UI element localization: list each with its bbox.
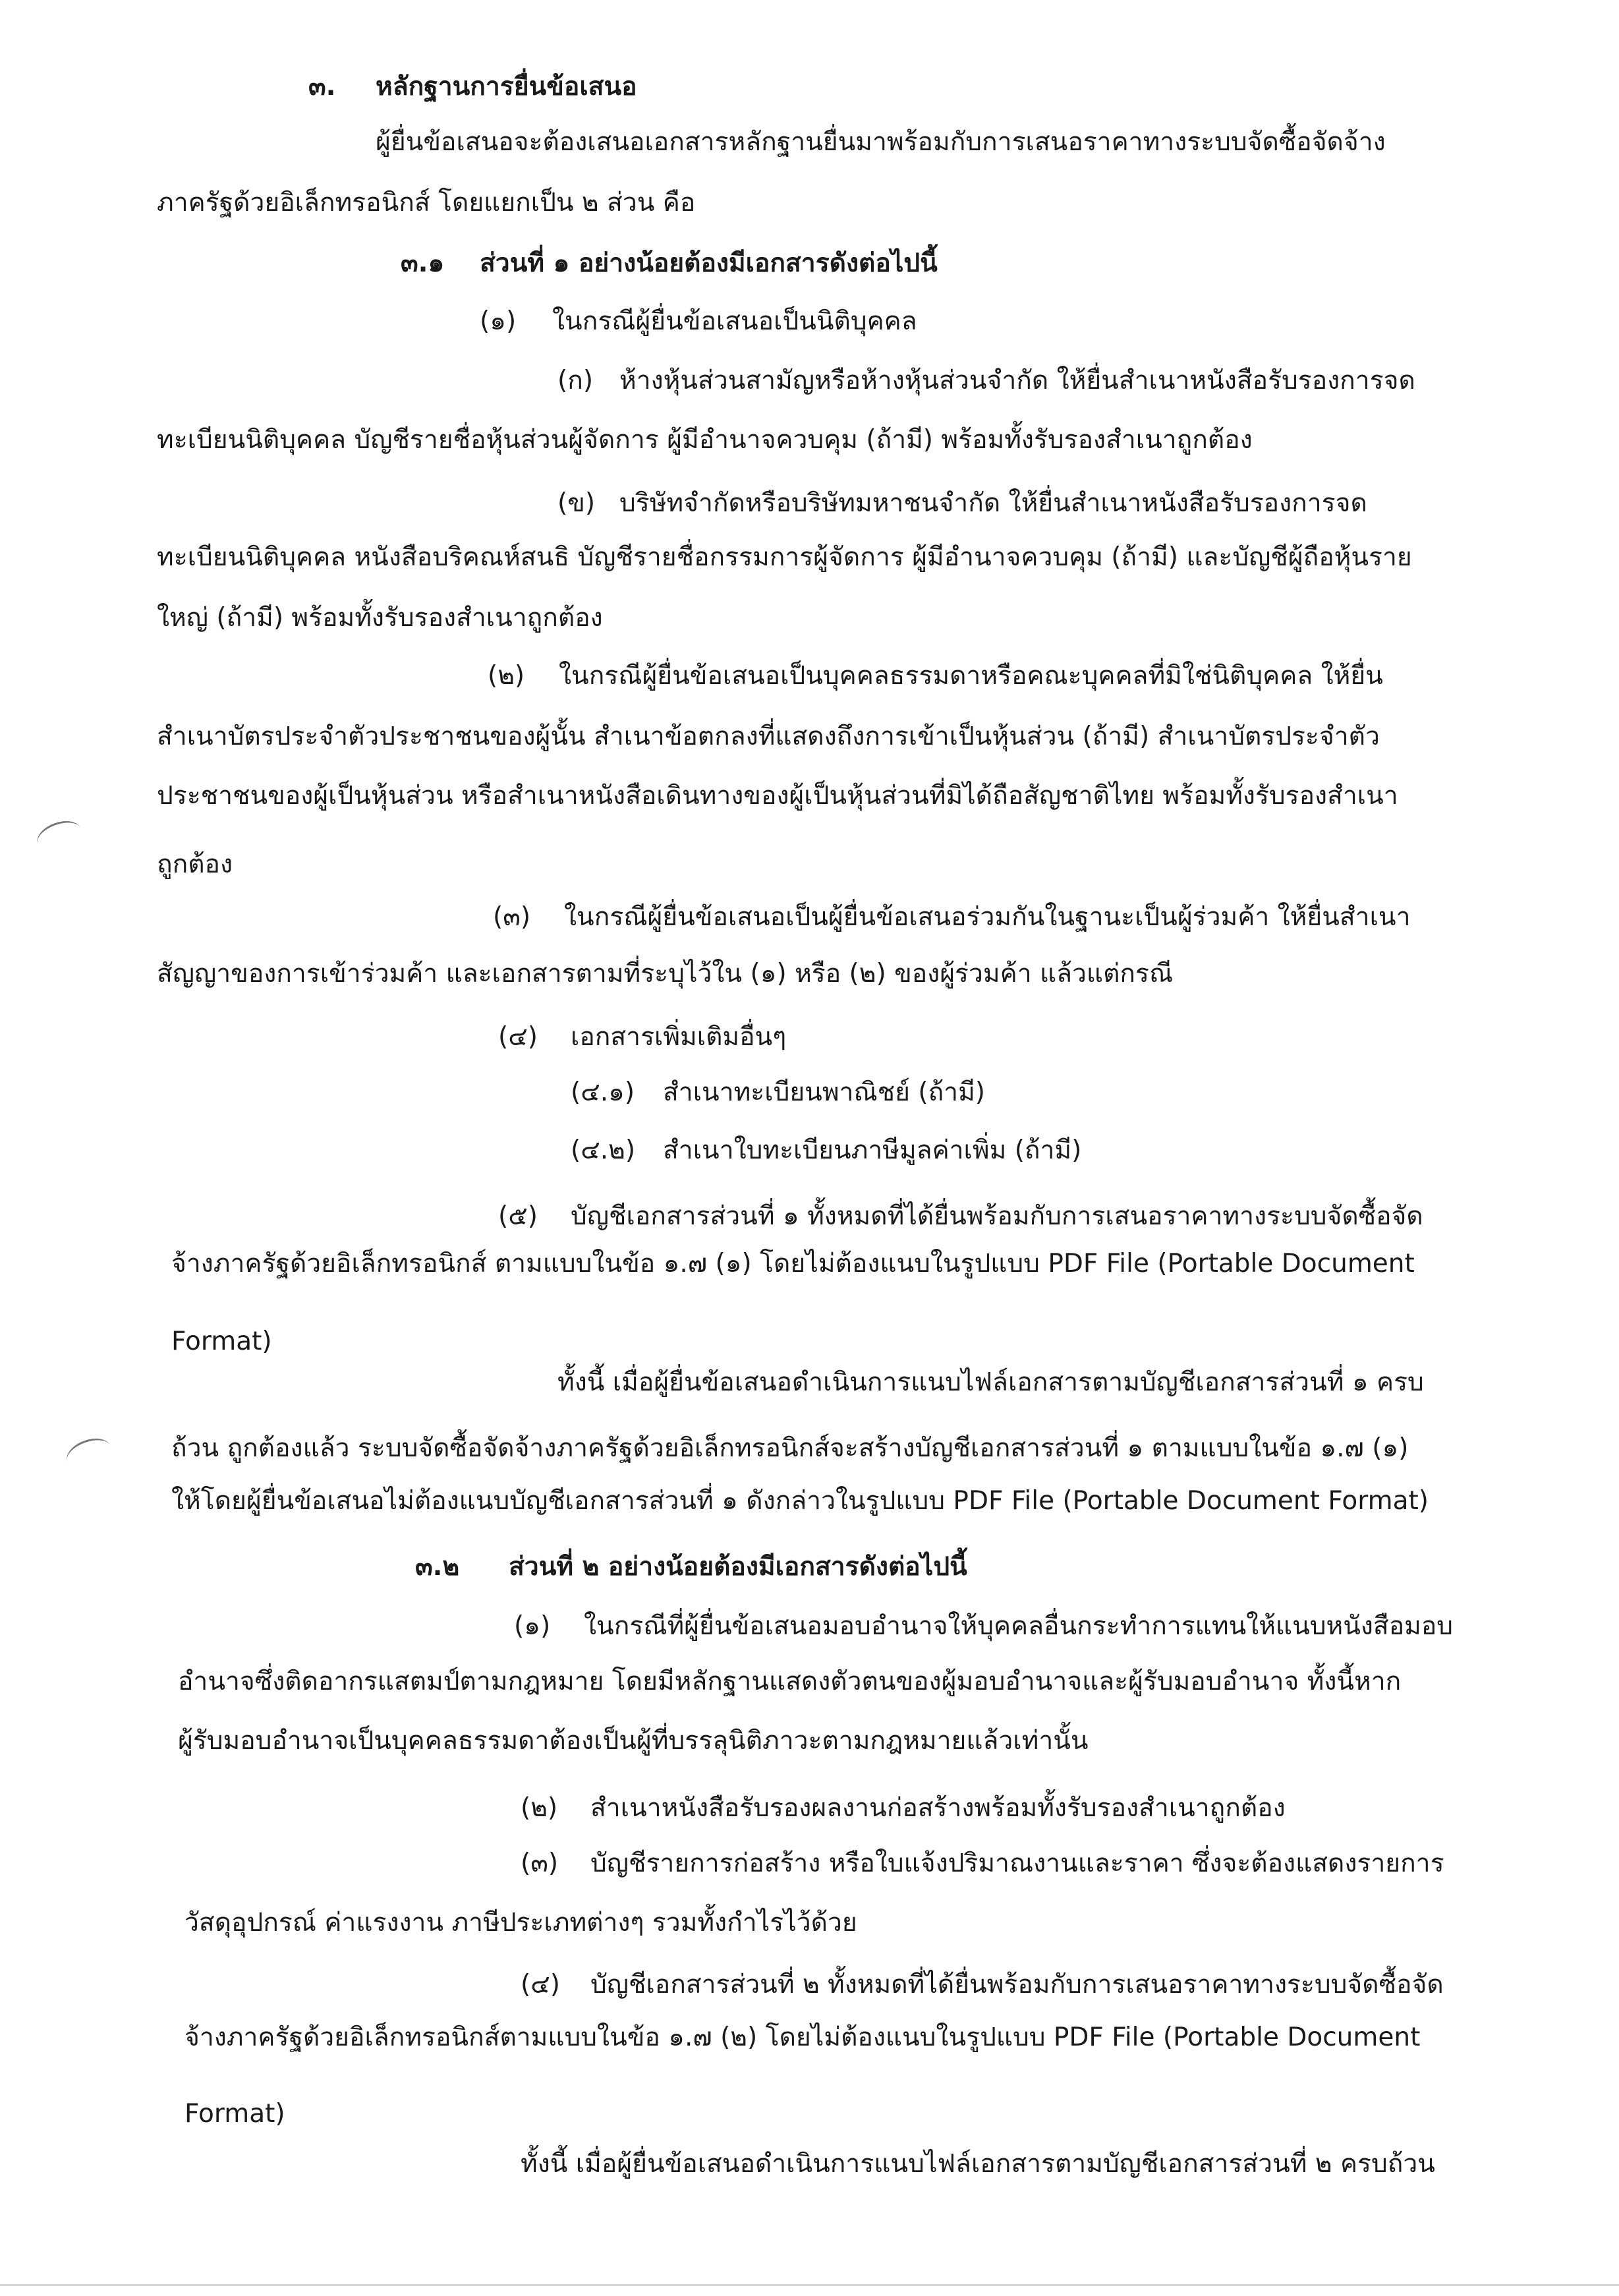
part2-item4-line-2: จ้างภาครัฐด้วยอิเล็กทรอนิกส์ตามแบบในข้อ ๑.๗ (๒) โดยไม่ต้องแนบในรูปแบบ PDF File (Portable Document	[185, 2023, 1421, 2052]
part2-item1-line-1: ในกรณีที่ผู้ยื่นข้อเสนอมอบอำนาจให้บุคคลอื่นกระทำการแทนให้แนบหนังสือมอบ	[584, 1611, 1454, 1641]
part1-item1-sub-b-label: (ข)	[557, 488, 596, 518]
part1-note-line-3: ให้โดยผู้ยื่นข้อเสนอไม่ต้องแนบบัญชีเอกสารส่วนที่ ๑ ดังกล่าวในรูปแบบ PDF File (Portable Document Format)	[171, 1486, 1429, 1516]
section-number: ๓.	[308, 72, 336, 101]
part1-item1-label: (๑)	[480, 306, 517, 336]
part1-item2-line-2: สำเนาบัตรประจำตัวประชาชนของผู้นั้น สำเนาข้อตกลงที่แสดงถึงการเข้าเป็นหุ้นส่วน (ถ้ามี) สำเนาบัตรประจำตัว	[157, 722, 1380, 751]
part1-item5-line-2: จ้างภาครัฐด้วยอิเล็กทรอนิกส์ ตามแบบในข้อ ๑.๗ (๑) โดยไม่ต้องแนบในรูปแบบ PDF File (Portable Document	[171, 1249, 1415, 1278]
part1-item1-sub-a-label: (ก)	[557, 366, 594, 395]
part1-item4-sub2-text: สำเนาใบทะเบียนภาษีมูลค่าเพิ่ม (ถ้ามี)	[663, 1135, 1082, 1165]
section-intro-line-1: ผู้ยื่นข้อเสนอจะต้องเสนอเอกสารหลักฐานยื่นมาพร้อมกับการเสนอราคาทางระบบจัดซื้อจัดจ้าง	[376, 127, 1386, 157]
part2-item3-line-1: บัญชีรายการก่อสร้าง หรือใบแจ้งปริมาณงานและราคา ซึ่งจะต้องแสดงรายการ	[590, 1849, 1444, 1878]
part1-item4-label: (๔)	[498, 1022, 538, 1052]
part1-item1-sub-a-line-2: ทะเบียนนิติบุคคล บัญชีรายชื่อหุ้นส่วนผู้จัดการ ผู้มีอำนาจควบคุม (ถ้ามี) พร้อมทั้งรับรองสำเนาถูกต้อง	[157, 425, 1253, 455]
part1-item3-line-1: ในกรณีผู้ยื่นข้อเสนอเป็นผู้ยื่นข้อเสนอร่วมกันในฐานะเป็นผู้ร่วมค้า ให้ยื่นสำเนา	[564, 902, 1411, 932]
part1-item5-label: (๕)	[498, 1201, 538, 1231]
part2-item2-text: สำเนาหนังสือรับรองผลงานก่อสร้างพร้อมทั้งรับรองสำเนาถูกต้อง	[590, 1793, 1286, 1823]
part2-item4-label: (๔)	[521, 1970, 560, 1999]
part1-item5-line-1: บัญชีเอกสารส่วนที่ ๑ ทั้งหมดที่ได้ยื่นพร้อมกับการเสนอราคาทางระบบจัดซื้อจัด	[571, 1201, 1423, 1231]
part1-item1-sub-b-line-1: บริษัทจำกัดหรือบริษัทมหาชนจำกัด ให้ยื่นสำเนาหนังสือรับรองการจด	[619, 488, 1367, 518]
part2-item1-line-2: อำนาจซึ่งติดอากรแสตมป์ตามกฎหมาย โดยมีหลักฐานแสดงตัวตนของผู้มอบอำนาจและผู้รับมอบอำนาจ ทั้งนี้หาก	[178, 1667, 1402, 1696]
part2-item3-label: (๓)	[521, 1849, 559, 1878]
part1-item1-sub-a-line-1: ห้างหุ้นส่วนสามัญหรือห้างหุ้นส่วนจำกัด ให้ยื่นสำเนาหนังสือรับรองการจด	[619, 366, 1415, 395]
part1-item2-line-3: ประชาชนของผู้เป็นหุ้นส่วน หรือสำเนาหนังสือเดินทางของผู้เป็นหุ้นส่วนที่มิได้ถือสัญชาติไทย พร้อมทั้งรับรองสำเนา	[157, 781, 1398, 811]
part1-item3-label: (๓)	[493, 902, 531, 932]
page-bottom-edge	[0, 2284, 1619, 2286]
part2-item3-line-2: วัสดุอุปกรณ์ ค่าแรงงาน ภาษีประเภทต่างๆ รวมทั้งกำไรไว้ด้วย	[185, 1908, 857, 1937]
part1-note-line-1: ทั้งนี้ เมื่อผู้ยื่นข้อเสนอดำเนินการแนบไฟล์เอกสารตามบัญชีเอกสารส่วนที่ ๑ ครบ	[557, 1367, 1424, 1397]
part1-heading: ส่วนที่ ๑ อย่างน้อยต้องมีเอกสารดังต่อไปนี้	[480, 248, 938, 278]
part2-item1-line-3: ผู้รับมอบอำนาจเป็นบุคคลธรรมดาต้องเป็นผู้ที่บรรลุนิติภาวะตามกฎหมายแล้วเท่านั้น	[178, 1726, 1089, 1756]
part1-item2-label: (๒)	[488, 661, 525, 691]
part1-item4-sub1-label: (๔.๑)	[571, 1077, 635, 1107]
part1-item1-sub-b-line-3: ใหญ่ (ถ้ามี) พร้อมทั้งรับรองสำเนาถูกต้อง	[157, 603, 603, 633]
part1-note-line-2: ถ้วน ถูกต้องแล้ว ระบบจัดซื้อจัดจ้างภาครัฐด้วยอิเล็กทรอนิกส์จะสร้างบัญชีเอกสารส่วนที่ ๑ ตามแบบในข้อ ๑.๗ (๑)	[171, 1433, 1409, 1463]
section-intro-line-2: ภาครัฐด้วยอิเล็กทรอนิกส์ โดยแยกเป็น ๒ ส่วน คือ	[157, 188, 696, 217]
part1-item4-text: เอกสารเพิ่มเติมอื่นๆ	[571, 1022, 787, 1052]
part1-item3-line-2: สัญญาของการเข้าร่วมค้า และเอกสารตามที่ระบุไว้ใน (๑) หรือ (๒) ของผู้ร่วมค้า แล้วแต่กรณี	[157, 959, 1174, 989]
part1-item4-sub1-text: สำเนาทะเบียนพาณิชย์ (ถ้ามี)	[663, 1077, 986, 1107]
part2-item4-line-3: Format)	[185, 2099, 285, 2129]
part2-heading: ส่วนที่ ๒ อย่างน้อยต้องมีเอกสารดังต่อไปนี้	[509, 1552, 967, 1582]
part1-item1-sub-b-line-2: ทะเบียนนิติบุคคล หนังสือบริคณห์สนธิ บัญชีรายชื่อกรรมการผู้จัดการ ผู้มีอำนาจควบคุม (ถ้ามี) และบัญชีผู้ถือหุ้นราย	[157, 542, 1412, 572]
part2-item1-label: (๑)	[514, 1611, 551, 1641]
part1-item2-line-4: ถูกต้อง	[157, 849, 233, 879]
part1-item1-text: ในกรณีผู้ยื่นข้อเสนอเป็นนิติบุคคล	[552, 306, 917, 336]
punch-hole-mark-lower	[63, 1433, 115, 1475]
part1-item4-sub2-label: (๔.๒)	[571, 1135, 636, 1165]
section-heading: หลักฐานการยื่นข้อเสนอ	[376, 72, 637, 101]
part1-item5-line-3: Format)	[171, 1327, 272, 1356]
punch-hole-mark-upper	[33, 815, 86, 857]
part1-number: ๓.๑	[401, 248, 445, 278]
part1-item2-line-1: ในกรณีผู้ยื่นข้อเสนอเป็นบุคคลธรรมดาหรือคณะบุคคลที่มิใช่นิติบุคคล ให้ยื่น	[559, 661, 1383, 691]
part2-item4-line-1: บัญชีเอกสารส่วนที่ ๒ ทั้งหมดที่ได้ยื่นพร้อมกับการเสนอราคาทางระบบจัดซื้อจัด	[590, 1970, 1444, 1999]
part2-number: ๓.๒	[415, 1552, 460, 1582]
part2-item2-label: (๒)	[521, 1793, 558, 1823]
part2-note-line-1: ทั้งนี้ เมื่อผู้ยื่นข้อเสนอดำเนินการแนบไฟล์เอกสารตามบัญชีเอกสารส่วนที่ ๒ ครบถ้วน	[521, 2149, 1435, 2179]
